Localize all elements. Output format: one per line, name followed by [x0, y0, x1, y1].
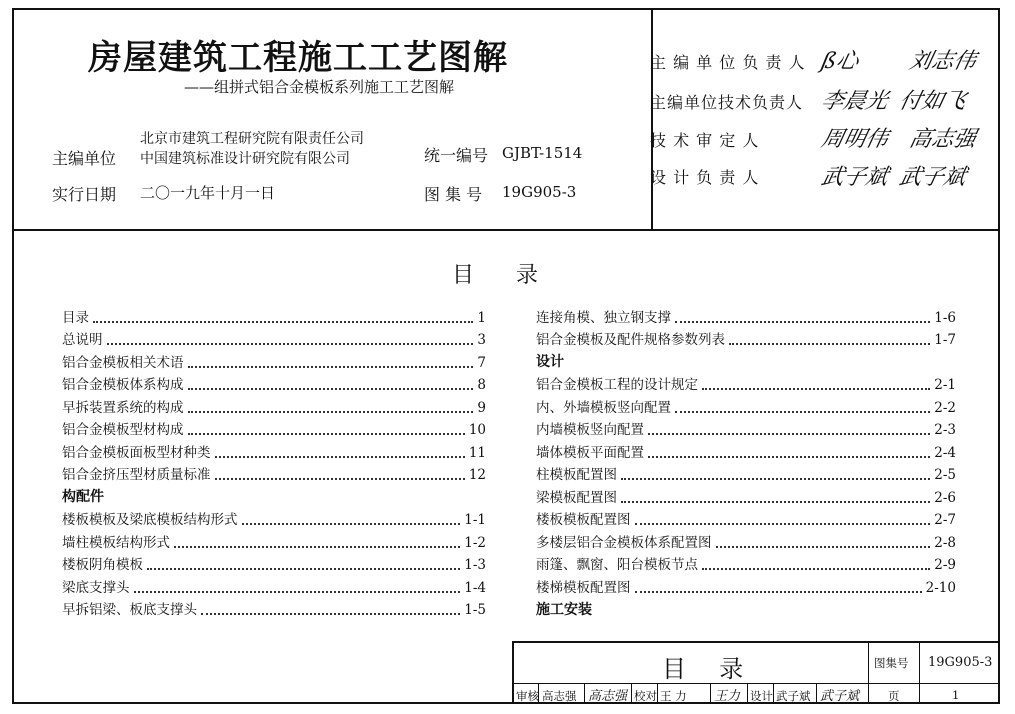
toc-entry[interactable]: [62, 531, 486, 554]
toc-leader-dots: [675, 321, 930, 323]
toc-entry[interactable]: [536, 554, 956, 577]
design-signature: 武子斌: [820, 689, 860, 704]
toc-entry-page: 1-6: [934, 309, 956, 326]
toc-leader-dots: [215, 478, 465, 480]
document-subtitle: ——组拼式铝合金模板系列施工工艺图解: [184, 78, 455, 96]
toc-entry-title: 梁底支撑头: [62, 579, 130, 596]
toc-entry-page: 2-1: [934, 377, 956, 393]
toc-leader-dots: [621, 501, 930, 503]
signature-2b: 付如飞: [896, 89, 969, 114]
toc-entry-page: 8: [477, 377, 486, 393]
toc-entry[interactable]: [62, 329, 486, 352]
toc-entry-page: 1-5: [464, 602, 486, 618]
toc-leader-dots: [621, 478, 930, 480]
toc-entry[interactable]: [536, 486, 956, 509]
toc-leader-dots: [188, 411, 474, 413]
toc-entry[interactable]: [536, 329, 956, 352]
responsible-role-3: 技 术 审 定 人: [650, 131, 760, 150]
toc-entry[interactable]: [536, 509, 956, 532]
responsible-role-2: 主编单位技术负责人: [650, 93, 804, 112]
toc-title: 目 录: [452, 263, 538, 288]
toc-leader-dots: [716, 546, 931, 548]
toc-entry-title: 楼板模板及梁底模板结构形式: [62, 512, 238, 528]
toc-entry-title: 内、外墙模板竖向配置: [536, 399, 671, 416]
toc-entry-title: 总说明: [62, 332, 103, 348]
date-value: 二〇一九年十月一日: [140, 184, 276, 202]
responsible-role-4: 设 计 负 责 人: [650, 168, 760, 187]
toc-entry-title: 柱模板配置图: [536, 467, 617, 483]
toc-leader-dots: [93, 321, 473, 323]
page-number: 1: [952, 688, 960, 702]
toc-entry[interactable]: [62, 464, 486, 487]
review-label: 审核: [516, 689, 539, 703]
toc-entry-title: 多楼层铝合金模板体系配置图: [536, 534, 712, 551]
toc-entry-title: 雨篷、飘窗、阳台模板节点: [536, 557, 698, 573]
title-block-col-divider: [868, 643, 869, 704]
toc-leader-dots: [729, 343, 930, 345]
toc-entry-page: 2-9: [934, 557, 956, 573]
toc-leader-dots: [242, 523, 461, 525]
title-block-cell-divider: [538, 683, 539, 704]
toc-leader-dots: [147, 568, 460, 570]
toc-entry-title: 梁模板配置图: [536, 489, 617, 506]
toc-entry-title: 墙柱模板结构形式: [62, 534, 170, 551]
toc-entry[interactable]: [62, 441, 486, 464]
title-block-col-divider: [919, 643, 920, 704]
toc-entry[interactable]: [62, 554, 486, 577]
title-block-cell-divider: [816, 683, 817, 704]
toc-entry-title: 目录: [62, 309, 89, 326]
title-block: [512, 641, 1000, 704]
toc-leader-dots: [134, 591, 461, 593]
toc-entry-page: 3: [477, 332, 486, 348]
header-vertical-divider: [651, 10, 653, 229]
review-signature: 高志强: [588, 689, 628, 704]
toc-entry-page: 7: [477, 354, 486, 371]
toc-entry-title: 内墙模板竖向配置: [536, 422, 644, 438]
toc-entry-page: 1-4: [464, 579, 486, 596]
toc-section-heading: 构配件: [62, 489, 104, 505]
title-block-title: 目 录: [662, 655, 750, 683]
toc-entry-page: 9: [477, 399, 486, 416]
toc-entry-title: 墙体模板平面配置: [536, 444, 644, 461]
page-label: 页: [888, 689, 900, 703]
toc-entry-title: 铝合金模板面板型材种类: [62, 444, 211, 461]
design-label: 设计: [750, 689, 773, 703]
toc-entry-title: 铝合金模板工程的设计规定: [536, 377, 698, 393]
atlas-label: 图 集 号: [424, 185, 483, 204]
title-block-cell-divider: [710, 683, 711, 704]
toc-entry[interactable]: [62, 419, 486, 442]
toc-entry-page: 2-6: [934, 489, 956, 506]
toc-entry-page: 2-8: [934, 534, 956, 551]
title-block-atlas-value: 19G905-3: [928, 655, 993, 670]
toc-entry-title: 早拆铝梁、板底支撑头: [62, 602, 197, 618]
toc-entry-page: 11: [468, 444, 486, 461]
date-label: 实行日期: [52, 185, 117, 204]
toc-entry[interactable]: [536, 464, 956, 487]
toc-entry-page: 2-4: [934, 444, 956, 461]
toc-entry-page: 1: [477, 309, 486, 326]
signature-2a: 李晨光: [818, 89, 891, 114]
signature-1b: 刘志伟: [906, 49, 979, 74]
signature-3b: 高志强: [906, 127, 979, 152]
toc-leader-dots: [188, 366, 474, 368]
toc-entry-page: 2-10: [925, 579, 956, 596]
toc-entry-title: 铝合金模板体系构成: [62, 377, 184, 393]
toc-leader-dots: [702, 388, 930, 390]
check-label: 校对: [634, 689, 657, 703]
check-signature: 王力: [714, 689, 741, 704]
toc-right-column: [536, 306, 956, 621]
toc-section-heading: 施工安装: [536, 601, 592, 618]
toc-entry[interactable]: [536, 419, 956, 442]
toc-entry-title: 连接角模、独立钢支撑: [536, 309, 671, 326]
signature-1a: ß心: [818, 49, 861, 74]
toc-leader-dots: [675, 411, 930, 413]
toc-entry-title: 铝合金模板及配件规格参数列表: [536, 332, 725, 348]
header-divider: [14, 229, 998, 231]
toc-entry-page: 1-1: [464, 512, 486, 528]
toc-entry-title: 铝合金模板型材构成: [62, 422, 184, 438]
signature-4b: 武子斌: [896, 165, 969, 190]
toc-entry-title: 楼梯模板配置图: [536, 579, 631, 596]
document-title: 房屋建筑工程施工工艺图解: [88, 38, 508, 78]
responsible-role-1: 主 编 单 位 负 责 人: [650, 53, 806, 72]
toc-leader-dots: [188, 388, 474, 390]
toc-entry[interactable]: [62, 509, 486, 532]
toc-leader-dots: [107, 343, 474, 345]
toc-leader-dots: [648, 456, 930, 458]
toc-entry-page: 1-7: [934, 332, 956, 348]
toc-entry-title: 铝合金模板相关术语: [62, 354, 184, 371]
signature-3a: 周明伟: [818, 127, 891, 152]
unified-label: 统一编号: [424, 146, 489, 165]
toc-entry-page: 2-7: [934, 512, 956, 528]
toc-entry-page: 10: [468, 422, 486, 438]
toc-entry-title: 楼板阴角模板: [62, 557, 143, 573]
toc-leader-dots: [635, 523, 931, 525]
title-block-cell-divider: [584, 683, 585, 704]
review-name: 高志强: [542, 689, 577, 703]
toc-entry-page: 2-3: [934, 422, 956, 438]
toc-leader-dots: [648, 433, 930, 435]
design-name: 武子斌: [776, 689, 811, 703]
title-block-cell-divider: [657, 683, 658, 704]
unified-value: GJBT-1514: [502, 144, 583, 162]
editor-line-1: 北京市建筑工程研究院有限责任公司: [140, 131, 364, 147]
title-block-cell-divider: [773, 683, 774, 704]
toc-entry[interactable]: [62, 396, 486, 419]
editor-line-2: 中国建筑标准设计研究院有限公司: [140, 151, 350, 167]
toc-entry[interactable]: [62, 351, 486, 374]
toc-section-heading: 设计: [536, 354, 564, 370]
toc-entry[interactable]: [62, 576, 486, 599]
signature-4a: 武子斌: [818, 165, 891, 190]
toc-entry[interactable]: [536, 441, 956, 464]
toc-leader-dots: [201, 613, 460, 615]
toc-leader-dots: [174, 546, 460, 548]
toc-entry-page: 1-2: [464, 534, 486, 551]
toc-leader-dots: [215, 456, 465, 458]
editor-label: 主编单位: [52, 149, 117, 168]
toc-entry-page: 2-2: [934, 399, 956, 416]
toc-entry[interactable]: [536, 531, 956, 554]
title-block-atlas-label: 图集号: [874, 656, 909, 670]
title-block-divider: [514, 683, 1000, 684]
toc-entry[interactable]: [62, 599, 486, 622]
toc-entry[interactable]: [536, 306, 956, 329]
title-block-cell-divider: [631, 683, 632, 704]
toc-entry[interactable]: [62, 306, 486, 329]
toc-entry-page: 1-3: [464, 557, 486, 573]
toc-entry[interactable]: [536, 374, 956, 397]
toc-left-column: [62, 306, 486, 621]
atlas-value: 19G905-3: [502, 183, 577, 201]
toc-entry[interactable]: [536, 576, 956, 599]
toc-entry-title: 楼板模板配置图: [536, 512, 631, 528]
toc-leader-dots: [188, 433, 465, 435]
toc-entry-page: 12: [468, 467, 486, 483]
title-block-cell-divider: [747, 683, 748, 704]
toc-entry[interactable]: [62, 374, 486, 397]
toc-entry[interactable]: [536, 396, 956, 419]
check-name: 王 力: [660, 689, 687, 703]
toc-leader-dots: [702, 568, 930, 570]
toc-entry-page: 2-5: [934, 467, 956, 483]
toc-leader-dots: [635, 591, 922, 593]
toc-entry-title: 早拆装置系统的构成: [62, 399, 184, 416]
toc-entry-title: 铝合金挤压型材质量标准: [62, 467, 211, 483]
